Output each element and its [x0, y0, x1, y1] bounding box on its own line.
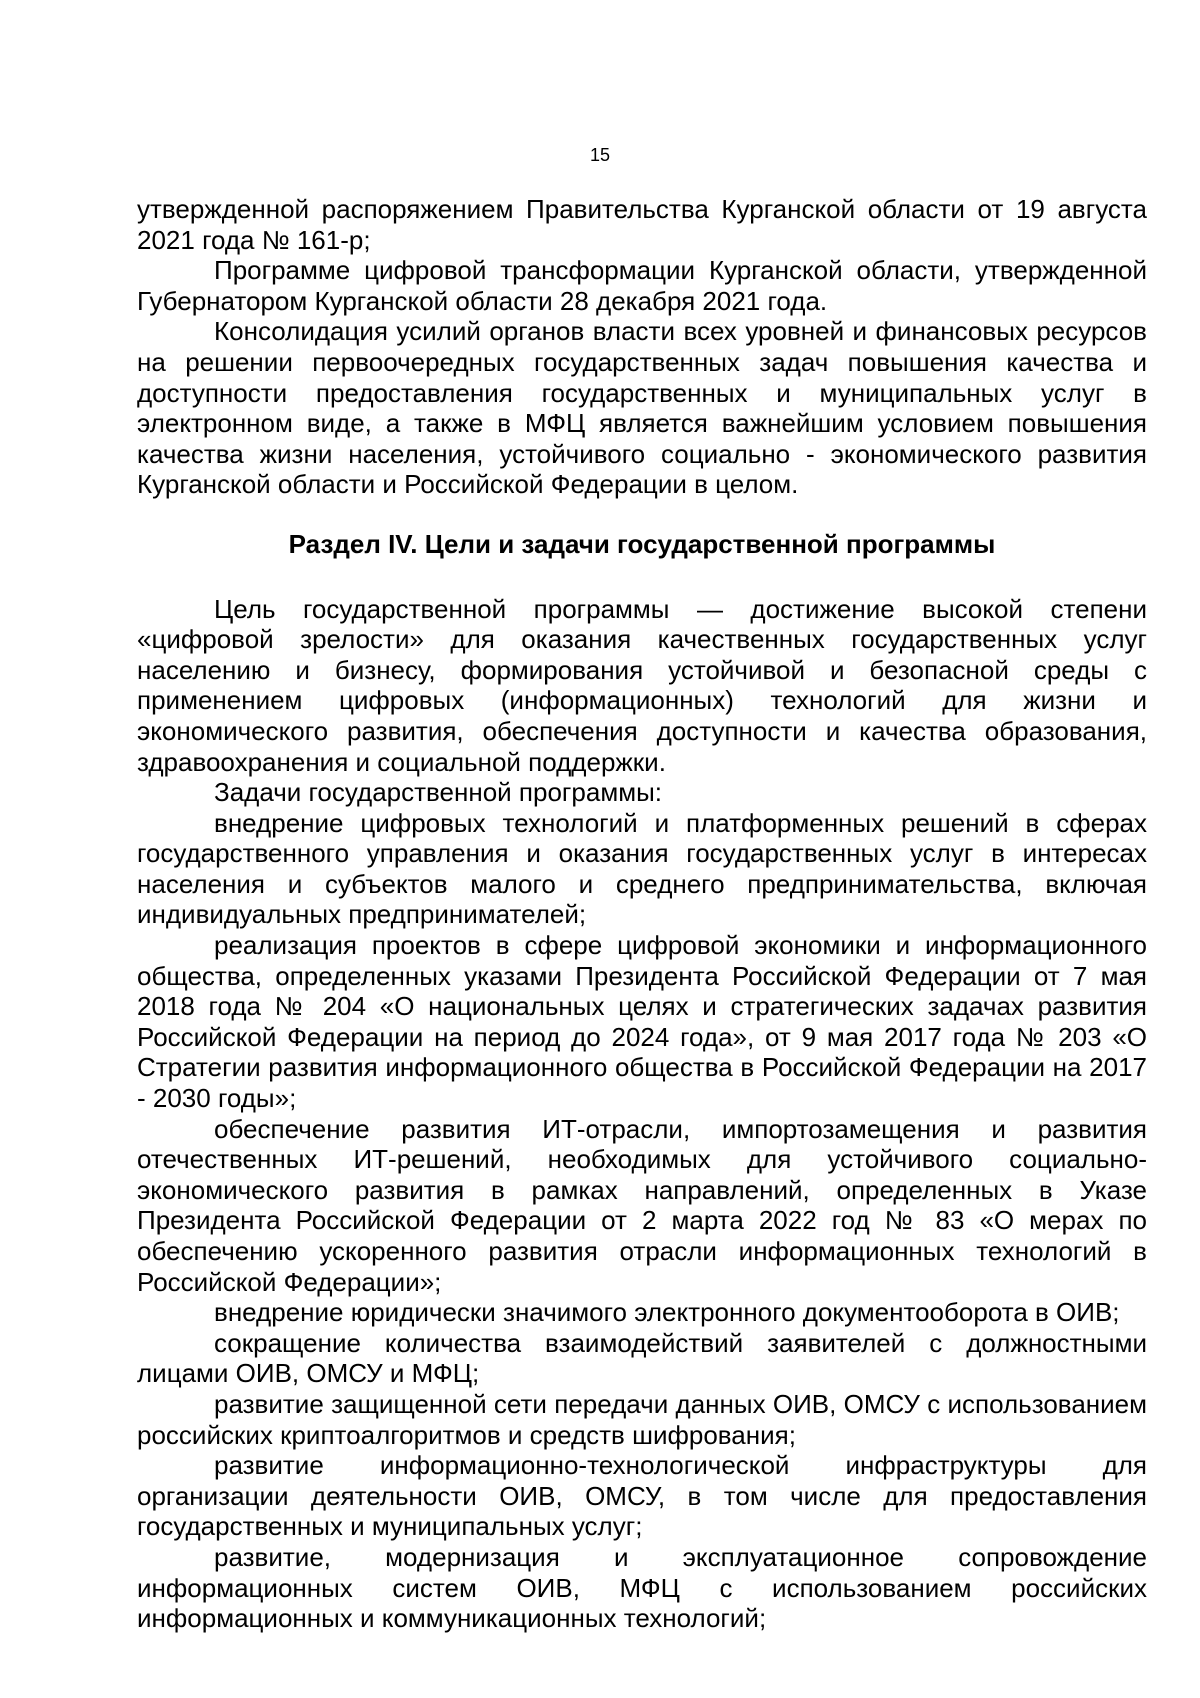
paragraph-consolidation: Консолидация усилий органов власти всех уровней и финансовых ресурсов на решении первоочередных государственных задач повышения качества и доступности предоставления государственных и муниципальных услуг в электронном виде, а также в МФЦ является важнейшим условием повышения качества жизни населения, устойчивого социально - экономического развития Курганской области и Российской Федерации в целом.: [137, 316, 1147, 500]
paragraph-continued: утвержденной распоряжением Правительства Курганской области от 19 августа 2021 года № 161-р;: [137, 194, 1147, 255]
section-heading: Раздел IV. Цели и задачи государственной программы: [288, 528, 996, 559]
paragraph-program-goal: Цель государственной программы — достижение высокой степени «цифровой зрелости» для оказания качественных государственных услуг населению и бизнесу, формирования устойчивой и безопасной среды с применением цифровых (информационных) технологий для жизни и экономического развития, обеспечения доступности и качества образования, здравоохранения и социальной поддержки.: [137, 593, 1147, 777]
page-number: 15: [589, 145, 611, 165]
task-item: сокращение количества взаимодействий заявителей с должностными лицами ОИВ, ОМСУ и МФЦ;: [137, 1327, 1147, 1389]
paragraph-digital-transformation-program: Программе цифровой трансформации Курганской области, утвержденной Губернатором Курганской области 28 декабря 2021 года.: [137, 255, 1147, 316]
paragraph-tasks-intro: Задачи государственной программы:: [214, 777, 662, 808]
task-item: реализация проектов в сфере цифровой экономики и информационного общества, определенных указами Президента Российской Федерации от 7 мая 2018 года № 204 «О национальных целях и стратегических задачах развития Российской Федерации на период до 2024 года», от 9 мая 2017 года № 203 «О Стратегии развития информационного общества в Российской Федерации на 2017 - 2030 годы»;: [137, 930, 1147, 1114]
task-item: обеспечение развития ИТ-отрасли, импортозамещения и развития отечественных ИТ-решений, необходимых для устойчивого социально-экономического развития в рамках направлений, определенных в Указе Президента Российской Федерации от 2 марта 2022 год № 83 «О мерах по обеспечению ускоренного развития отрасли информационных технологий в Российской Федерации»;: [137, 1113, 1147, 1297]
task-item: развитие защищенной сети передачи данных ОИВ, ОМСУ с использованием российских криптоалгоритмов и средств шифрования;: [137, 1388, 1147, 1450]
task-item: внедрение юридически значимого электронного документооборота в ОИВ;: [214, 1297, 1120, 1328]
task-item: развитие информационно-технологической инфраструктуры для организации деятельности ОИВ, ОМСУ, в том числе для предоставления государственных и муниципальных услуг;: [137, 1450, 1147, 1542]
document-body: [137, 194, 1147, 1634]
task-item: внедрение цифровых технологий и платформенных решений в сферах государственного управления и оказания государственных услуг в интересах населения и субъектов малого и среднего предпринимательства, включая индивидуальных предпринимателей;: [137, 807, 1147, 930]
task-item: развитие, модернизация и эксплуатационное сопровождение информационных систем ОИВ, МФЦ с использованием российских информационных и коммуникационных технологий;: [137, 1541, 1147, 1634]
